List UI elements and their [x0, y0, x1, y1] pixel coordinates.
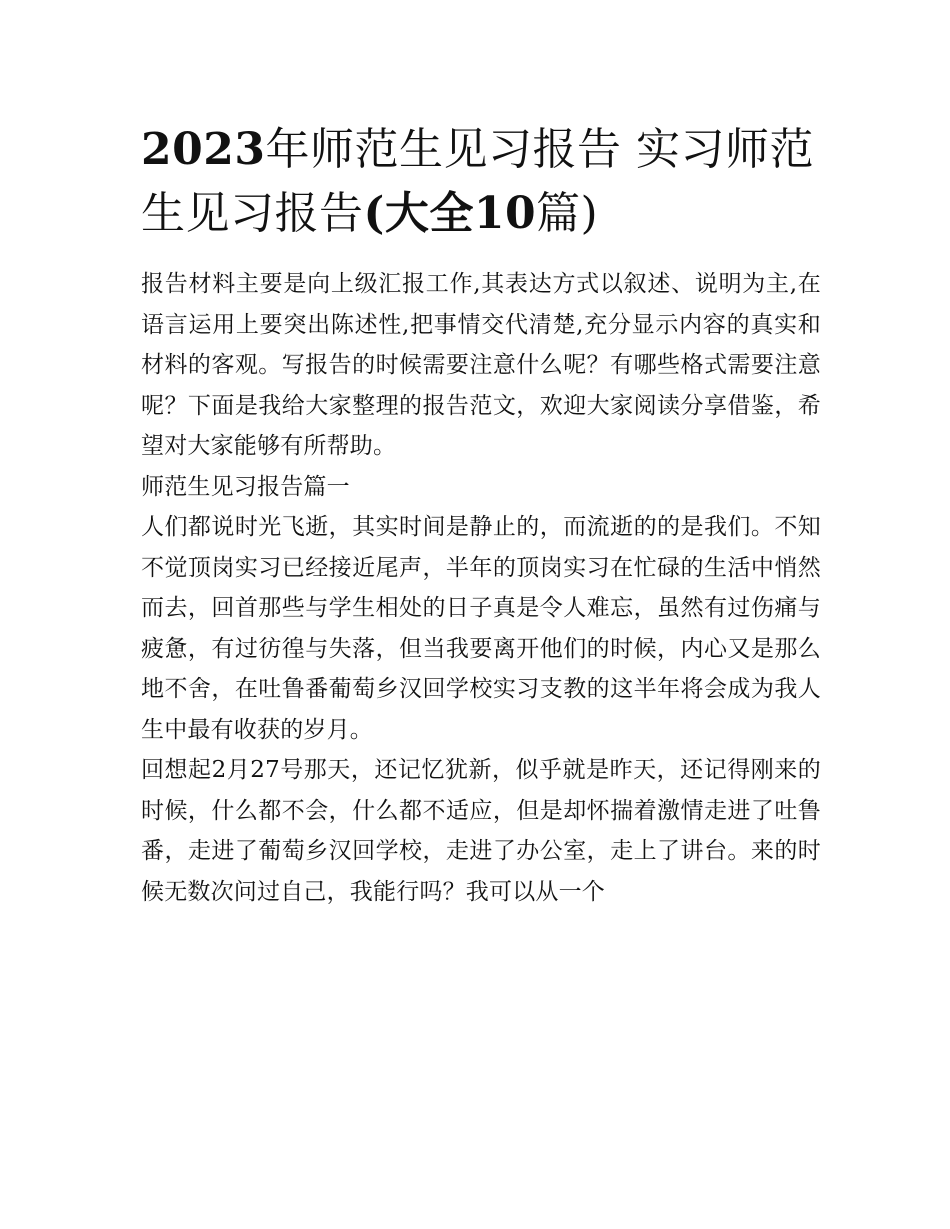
document-page [141, 118, 821, 912]
body-paragraph-2: 回想起2月27号那天，还记忆犹新，似乎就是昨天，还记得刚来的时候，什么都不会，什么都不适应，但是却怀揣着激情走进了吐鲁番，走进了葡萄乡汉回学校，走进了办公室，走上了讲台。来的时候无数次问过自己，我能行吗？我可以从一个 [141, 757, 821, 905]
title-main-text: 年师范生见习报告 实习师范生见习报告 [141, 124, 814, 239]
title-count: 10 [473, 188, 537, 239]
title-year: 2023 [141, 124, 266, 175]
title-paren-close: 篇) [536, 188, 599, 239]
document-title [141, 118, 821, 246]
body-paragraph-1: 人们都说时光飞逝，其实时间是静止的，而流逝的的是我们。不知不觉顶岗实习已经接近尾声，半年的顶岗实习在忙碌的生活中悄然而去，回首那些与学生相处的日子真是令人难忘，虽然有过伤痛与疲惫，有过彷徨与失落，但当我要离开他们的时候，内心又是那么地不舍，在吐鲁番葡萄乡汉回学校实习支教的这半年将会成为我人生中最有收获的岁月。 [141, 514, 821, 743]
section-heading: 师范生见习报告篇一 [141, 473, 350, 500]
intro-paragraph: 报告材料主要是向上级汇报工作,其表达方式以叙述、说明为主,在语言运用上要突出陈述性,把事情交代清楚,充分显示内容的真实和材料的客观。写报告的时候需要注意什么呢？有哪些格式需要注意呢？下面是我给大家整理的报告范文，欢迎大家阅读分享借鉴，希望对大家能够有所帮助。 [141, 271, 821, 459]
document-body [141, 264, 821, 912]
title-paren-open: (大全 [363, 188, 474, 239]
